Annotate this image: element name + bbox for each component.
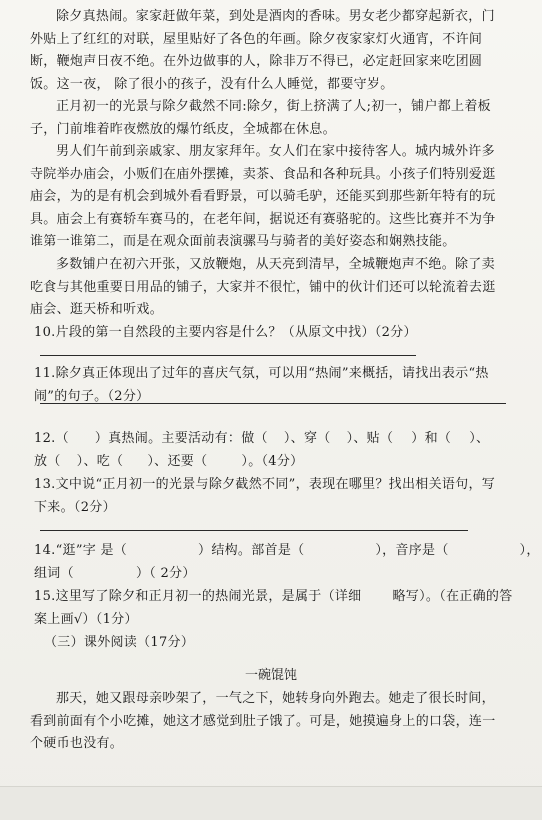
section-3-heading: （三）课外阅读（17分） xyxy=(44,635,195,650)
passage-paragraph-2: 正月初一的光景与除夕截然不同:除夕，街上挤满了人;初一，铺户都上着板子，门前堆着昨夜燃放的爆竹纸皮，全城都在休息。 xyxy=(30,99,491,137)
page-bottom-edge xyxy=(0,786,542,820)
passage-paragraph-1: 除夕真热闹。家家赶做年菜，到处是酒肉的香味。男女老少都穿起新衣，门外贴上了红红的对联，屋里贴好了各色的年画。除夕夜家家灯火通宵，不许间断，鞭炮声日夜不绝。在外边做事的人，除非万不得已，必定赶回家来吃团圆饭。这一夜， 除了很小的孩子，没有什么人睡觉，都要守岁。 xyxy=(30,9,495,92)
question-15-line-2: 案上画√）（1分） xyxy=(34,612,138,627)
answer-line-q13[interactable] xyxy=(40,530,468,531)
passage-paragraph-4: 多数铺户在初六开张，又放鞭炮，从天亮到清早，全城鞭炮声不绝。除了卖吃食与其他重要日用品的铺子，大家并不很忙，铺中的伙计们还可以轮流着去逛庙会、逛天桥和听戏。 xyxy=(30,257,496,318)
question-10: 10.片段的第一自然段的主要内容是什么？（从原文中找）（2分） xyxy=(34,325,417,340)
passage-paragraph-3: 男人们午前到亲戚家、朋友家拜年。女人们在家中接待客人。城内城外许多寺院举办庙会，小贩们在庙外摆摊，卖茶、食品和各种玩具。小孩子们特别爱逛庙会，为的是有机会到城外看看野景，可以骑毛驴，还能买到那些新年特有的玩具。庙会上有赛轿车赛马的，在老年间，据说还有赛骆驼的。这些比赛并不为争谁第一谁第二，而是在观众面前表演骡马与骑者的美好姿态和娴熟技能。 xyxy=(30,144,496,250)
question-14-line-2: 组词（ ）（ 2分） xyxy=(34,566,196,581)
question-14-line-1: 14.“逛”字 是（ ）结构。部首是（ ），音序是（ ）， xyxy=(34,543,540,558)
question-13: 13.文中说“正月初一的光景与除夕截然不同”，表现在哪里？找出相关语句，写下来。（2分） xyxy=(34,477,496,515)
q12-number: 12. xyxy=(34,431,56,446)
story-paragraph-1: 那天，她又跟母亲吵架了，一气之下，她转身向外跑去。她走了很长时间，看到前面有个小吃摊，她这才感觉到肚子饿了。可是，她摸遍身上的口袋，连一个硬币也没有。 xyxy=(30,691,496,752)
question-11: 11.除夕真正体现出了过年的喜庆气氛，可以用“热闹”来概括，请找出表示“热闹”的句子。（2分） xyxy=(34,366,489,404)
answer-line-q11[interactable] xyxy=(40,403,506,404)
answer-line-q10[interactable] xyxy=(40,355,416,356)
question-12: 12.（ ）真热闹。主要活动有：做（ ）、穿（ ）、贴（ ）和（ ）、 放（ ）、吃（ ）、还要（ ）。（4分） xyxy=(34,431,490,469)
question-15-line-1: 15.这里写了除夕和正月初一的热闹光景，是属于（详细 略写）。（在正确的答 xyxy=(34,589,513,604)
story-title: 一碗馄饨 xyxy=(244,668,297,683)
